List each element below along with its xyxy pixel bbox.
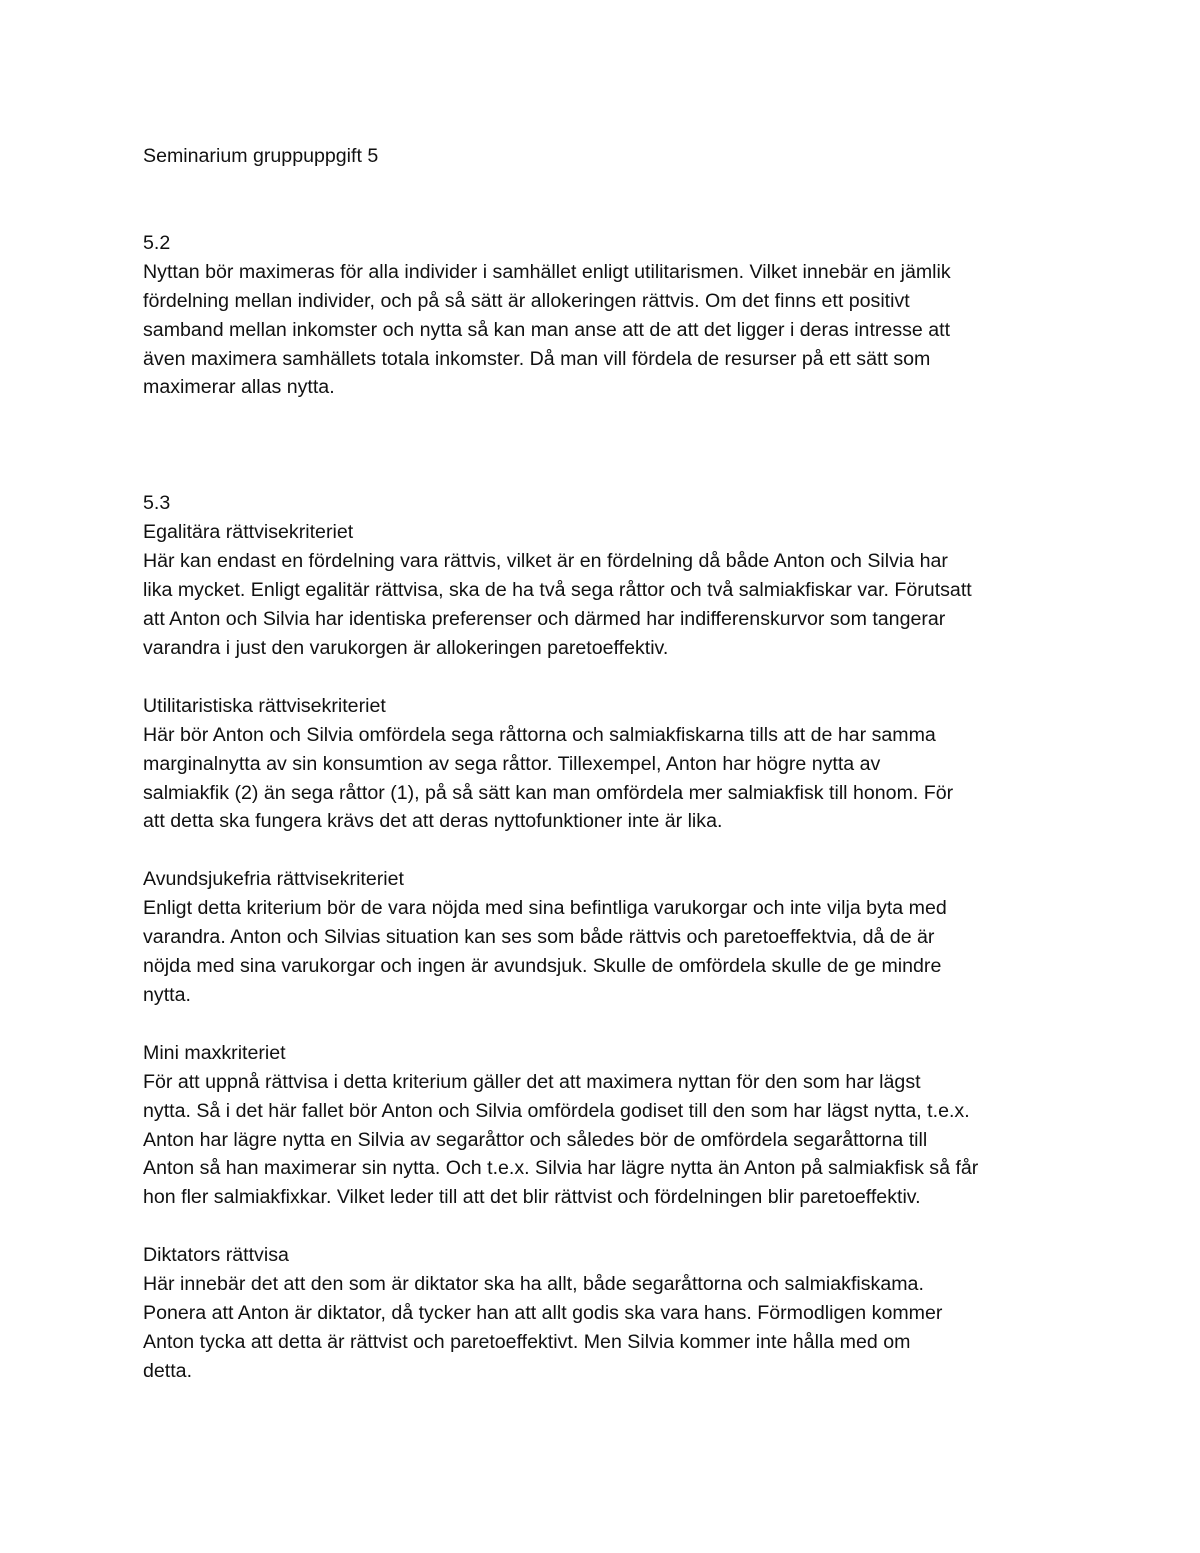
criterion-heading: Avundsjukefria rättvisekriteriet <box>143 868 404 891</box>
paragraph-spacer <box>143 1212 1063 1241</box>
paragraph-line: fördelning mellan individer, och på så sätt är allokeringen rättvis. Om det finns ett positivt <box>143 289 910 312</box>
paragraph-line: Enligt detta kriterium bör de vara nöjda med sina befintliga varukorgar och inte vilja byta med <box>143 897 947 920</box>
criterion-mini-max <box>143 1039 1063 1212</box>
criterion-dictator <box>143 1241 1063 1386</box>
document-body <box>143 142 1063 1386</box>
criterion-egalitarian <box>143 518 1063 663</box>
paragraph-line: Här bör Anton och Silvia omfördela sega råttorna och salmiakfiskarna tills att de har samma <box>143 723 936 746</box>
paragraph-line: lika mycket. Enligt egalitär rättvisa, ska de ha två sega råttor och två salmiakfiskar var. Förutsatt <box>143 579 972 602</box>
paragraph-line: Ponera att Anton är diktator, då tycker han att allt godis ska vara hans. Förmodligen kommer <box>143 1302 943 1325</box>
criterion-heading: Utilitaristiska rättvisekriteriet <box>143 694 386 717</box>
criterion-heading: Egalitära rättvisekriteriet <box>143 521 354 544</box>
criterion-heading: Diktators rättvisa <box>143 1244 289 1267</box>
paragraph-line: nytta. <box>143 983 191 1006</box>
document-title: Seminarium gruppuppgift 5 <box>143 145 379 167</box>
section-number: 5.3 <box>143 492 171 515</box>
paragraph-line: salmiakfik (2) än sega råttor (1), på så sätt kan man omfördela mer salmiakfisk till honom. För <box>143 781 954 804</box>
paragraph-line: samband mellan inkomster och nytta så kan man anse att de att det ligger i deras intresse att <box>143 318 951 341</box>
section-spacer <box>143 402 1063 489</box>
paragraph-spacer <box>143 663 1063 692</box>
criterion-utilitarian <box>143 692 1063 837</box>
section-5-3 <box>143 489 1063 1385</box>
criterion-envy-free <box>143 865 1063 1010</box>
paragraph-line: Nyttan bör maximeras för alla individer i samhället enligt utilitarismen. Vilket innebär en jämlik <box>143 260 951 283</box>
paragraph-line: Här innebär det att den som är diktator ska ha allt, både segaråttorna och salmiakfiskama. <box>143 1273 924 1296</box>
paragraph-line: att detta ska fungera krävs det att deras nyttofunktioner inte är lika. <box>143 810 723 833</box>
paragraph-line: marginalnytta av sin konsumtion av sega råttor. Tillexempel, Anton har högre nytta av <box>143 752 881 775</box>
paragraph-line: För att uppnå rättvisa i detta kriterium gäller det att maximera nyttan för den som har lägst <box>143 1070 921 1093</box>
paragraph-line: nytta. Så i det här fallet bör Anton och Silvia omfördela godiset till den som har lägst nytta, t.e.x. <box>143 1099 970 1122</box>
paragraph-line: Anton har lägre nytta en Silvia av segaråttor och således bör de omfördela segaråttorna till <box>143 1128 928 1151</box>
paragraph-line: nöjda med sina varukorgar och ingen är avundsjuk. Skulle de omfördela skulle de ge mindre <box>143 955 942 978</box>
paragraph-line: varandra. Anton och Silvias situation kan ses som både rättvis och paretoeffektvia, då de är <box>143 926 935 949</box>
paragraph-line: Anton tycka att detta är rättvist och paretoeffektivt. Men Silvia kommer inte hålla med om <box>143 1331 911 1353</box>
paragraph-line: Här kan endast en fördelning vara rättvis, vilket är en fördelning då både Anton och Silvia har <box>143 550 948 573</box>
criterion-heading: Mini maxkriteriet <box>143 1041 286 1064</box>
paragraph-line: hon fler salmiakfixkar. Vilket leder till att det blir rättvist och fördelningen blir paretoeffektiv. <box>143 1186 921 1209</box>
paragraph-line: varandra i just den varukorgen är allokeringen paretoeffektiv. <box>143 636 669 659</box>
paragraph-line: Anton så han maximerar sin nytta. Och t.e.x. Silvia har lägre nytta än Anton på salmiakfisk så får <box>143 1157 979 1180</box>
paragraph-spacer <box>143 1010 1063 1039</box>
paragraph-line: även maximera samhällets totala inkomster. Då man vill fördela de resurser på ett sätt som <box>143 347 931 370</box>
title-spacer <box>143 171 1063 229</box>
paragraph-spacer <box>143 836 1063 865</box>
paragraph-line: att Anton och Silvia har identiska preferenser och därmed har indifferenskurvor som tangerar <box>143 607 946 630</box>
paragraph-line: maximerar allas nytta. <box>143 376 335 399</box>
section-number: 5.2 <box>143 231 171 254</box>
paragraph-line: detta. <box>143 1359 193 1382</box>
section-5-2 <box>143 229 1063 402</box>
